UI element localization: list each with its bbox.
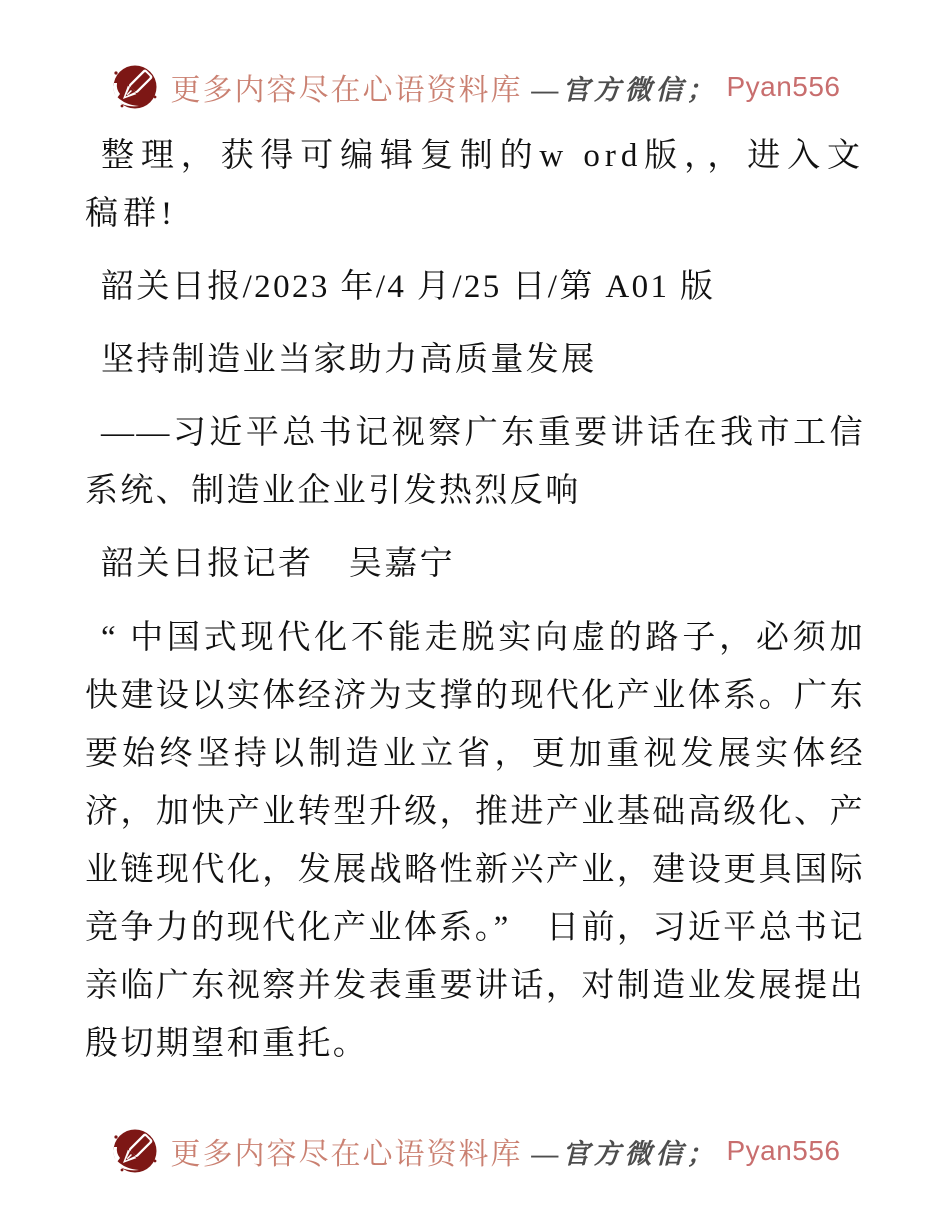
paragraph-body-text: “ 中国式现代化不能走脱实向虚的路子，必须加快建设以实体经济为支撑的现代化产业体系。广东要始终坚持以制造业立省，更加重视发展实体经济，加快产业转型升级，推进产业基础高级化、产业链现代化，发展战略性新兴产业，建设更具国际竞争力的现代化产业体系。” 日前，习近平总书记亲临广东视察并发表重要讲话，对制造业发展提出殷切期望和重托。 xyxy=(85,619,865,1063)
watermark-footer xyxy=(85,1124,865,1178)
pen-circle-logo-icon xyxy=(109,1125,161,1177)
watermark-main-text: 更多内容尽在心语资料库 xyxy=(170,74,523,107)
paragraph-subheadline: ——习近平总书记视察广东重要讲话在我市工信系统、制造业企业引发热烈反响 xyxy=(85,415,865,510)
pen-circle-logo-icon xyxy=(109,61,161,113)
watermark-wechat-label: —官方微信； xyxy=(531,1138,718,1169)
watermark-wechat-label: —官方微信； xyxy=(531,74,718,105)
paragraph-byline: 韶关日报记者 吴嘉宁 xyxy=(101,546,455,583)
paragraph-headline: 坚持制造业当家助力高质量发展 xyxy=(101,342,597,379)
watermark-main-text: 更多内容尽在心语资料库 xyxy=(170,1138,523,1171)
paragraph-source-line: 韶关日报/2023 年/4 月/25 日/第 A01 版 xyxy=(101,269,716,306)
watermark-header xyxy=(85,60,865,114)
document-body xyxy=(85,127,865,1073)
watermark-wechat-id: Pyan556 xyxy=(726,71,841,102)
paragraph-intro: 整理，获得可编辑复制的w ord版，，进入文稿群! xyxy=(85,138,865,233)
watermark-wechat-id: Pyan556 xyxy=(726,1135,841,1166)
